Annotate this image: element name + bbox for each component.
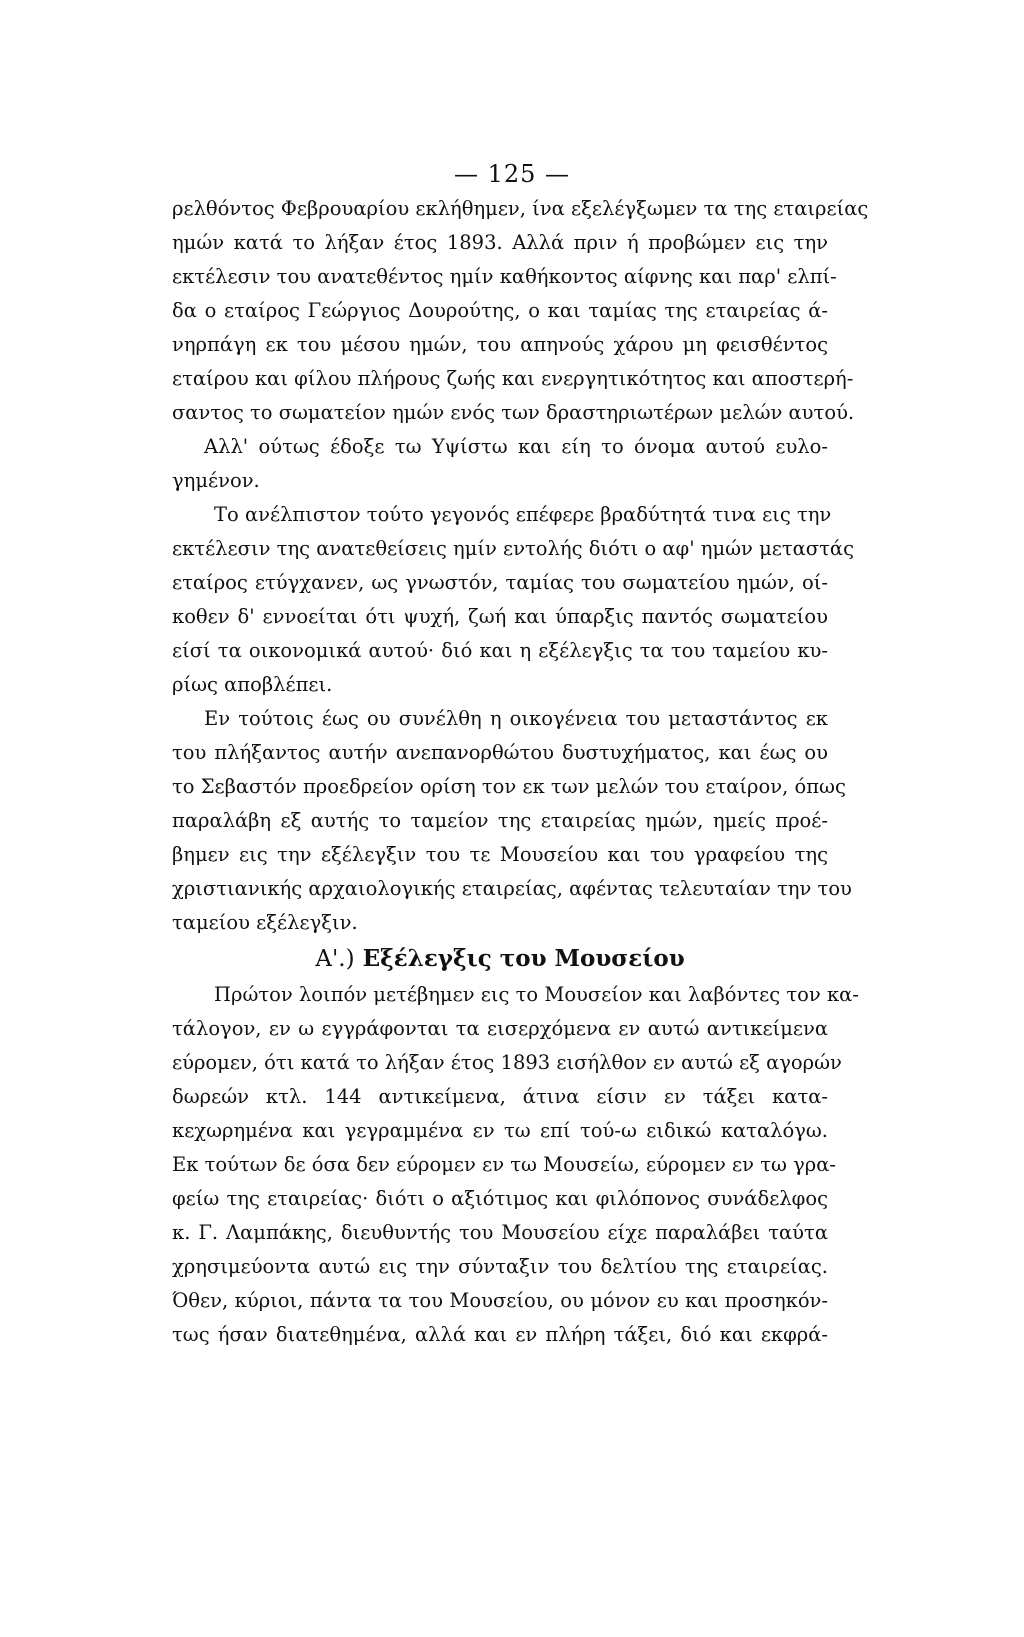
text-line: δα ο εταίρος Γεώργιος Δουρούτης, ο και ταμίας της εταιρείας ά- [172,299,828,322]
paragraph-3 [172,702,852,940]
text-line: το Σεβαστόν προεδρείον ορίση τον εκ των μελών του εταίρον, όπως [172,775,846,798]
text-line: νηρπάγη εκ του μέσου ημών, του απηνούς χάρου μη φεισθέντος [172,333,828,356]
section-heading-letter: Α'.) [315,946,355,972]
text-line: Πρώτον λοιπόν μετέβημεν εις το Μουσείον και λαβόντες τον κα- [214,983,859,1006]
text-line: εταίρου και φίλου πλήρους ζωής και ενεργητικότητος και αποστερή- [172,367,854,390]
page-number: — 125 — [453,160,571,188]
paragraph-4 [172,978,859,1352]
text-line: παραλάβη εξ αυτής το ταμείον της εταιρείας ημών, ημείς προέ- [172,809,828,832]
paragraph-2 [172,498,854,702]
text-line: είσί τα οικονομικά αυτού· διό και η εξέλεγξις τα του ταμείου κυ- [172,639,828,662]
text-line: κοθεν δ' εννοείται ότι ψυχή, ζωή και ύπαρξις παντός σωματείου [172,605,828,628]
text-line: σαντος το σωματείον ημών ενός των δραστηριωτέρων μελών αυτού. [172,401,855,424]
text-line: Το ανέλπιστον τούτο γεγονός επέφερε βραδύτητά τινα εις την [214,503,832,526]
document-body [172,192,869,1352]
text-line: ρίως αποβλέπει. [172,673,333,696]
text-line: ημών κατά το λήξαν έτος 1893. Αλλά πριν ή προβώμεν εις την [172,231,828,254]
text-line: Εκ τούτων δε όσα δεν εύρομεν εν τω Μουσείω, εύρομεν εν τω γρα- [172,1153,836,1176]
text-line: γημένον. [172,469,260,492]
text-line: ρελθόντος Φεβρουαρίου εκλήθημεν, ίνα εξελέγξωμεν τα της εταιρείας [172,197,869,220]
text-line: βημεν εις την εξέλεγξιν του τε Μουσείου και του γραφείου της [172,843,828,866]
text-line: Εν τούτοις έως ου συνέλθη η οικογένεια του μεταστάντος εκ [204,707,828,730]
section-heading-title: Εξέλεγξις του Μουσείου [362,945,685,972]
text-line: Αλλ' ούτως έδοξε τω Υψίστω και είη το όνομα αυτού ευλο- [204,435,828,458]
text-line: φείω της εταιρείας· διότι ο αξιότιμος και φιλόπονος συνάδελφος [172,1187,828,1210]
text-line: κεχωρημένα και γεγραμμένα εν τω επί τού-ω ειδικώ καταλόγω. [172,1119,828,1142]
text-line: δωρεών κτλ. 144 αντικείμενα, άτινα είσιν εν τάξει κατα- [172,1085,828,1108]
text-line: εκτέλεσιν της ανατεθείσεις ημίν εντολής διότι ο αφ' ημών μεταστάς [172,537,854,560]
paragraph-1 [172,192,869,498]
text-line: εκτέλεσιν του ανατεθέντος ημίν καθήκοντος αίφνης και παρ' ελπί- [172,265,837,288]
text-line: Όθεν, κύριοι, πάντα τα του Μουσείου, ου μόνον ευ και προσηκόν- [172,1289,828,1312]
text-line: χριστιανικής αρχαιολογικής εταιρείας, αφέντας τελευταίαν την του [172,877,852,900]
text-line: εύρομεν, ότι κατά το λήξαν έτος 1893 εισήλθον εν αυτώ εξ αγορών [172,1051,842,1074]
text-line: χρησιμεύοντα αυτώ εις την σύνταξιν του δελτίου της εταιρείας. [172,1255,828,1278]
text-line: κ. Γ. Λαμπάκης, διευθυντής του Μουσείου είχε παραλάβει ταύτα [172,1221,828,1244]
text-line: ταμείου εξέλεγξιν. [172,911,358,934]
text-line: εταίρος ετύγχανεν, ως γνωστόν, ταμίας του σωματείου ημών, οί- [172,571,828,594]
text-line: του πλήξαντος αυτήν ανεπανορθώτου δυστυχήματος, και έως ου [172,741,828,764]
text-line: τως ήσαν διατεθημένα, αλλά και εν πλήρη τάξει, διό και εκφρά- [172,1323,828,1346]
text-line: τάλογον, εν ω εγγράφονται τα εισερχόμενα εν αυτώ αντικείμενα [172,1017,828,1040]
section-heading [172,940,828,978]
